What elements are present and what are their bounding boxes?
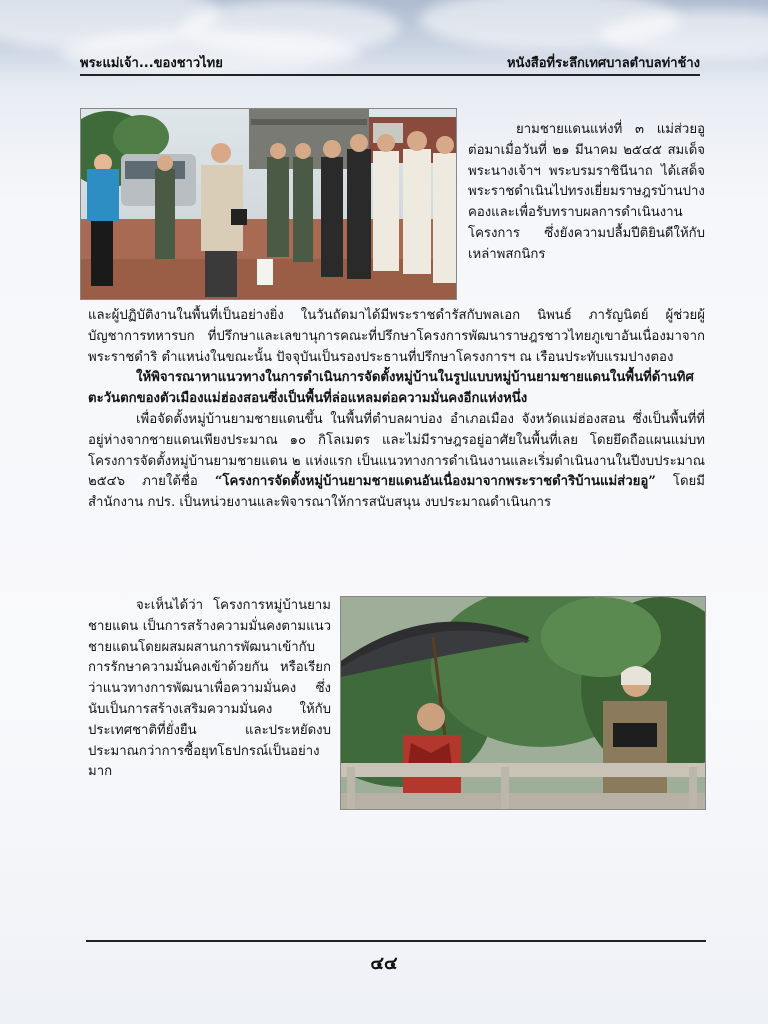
header-divider [80, 74, 700, 76]
paragraph-border-village-side [468, 120, 705, 266]
project-description-text: เพื่อจัดตั้งหมู่บ้านยามชายแดนขึ้น ในพื้นที่ตำบลผาบ่อง อำเภอเมือง จังหวัดแม่ฮ่องสอน ซึ่งเป็นพื้นที่ที่อยู่ห่างจากชายแดนเพียงประมาณ ๑๐ กิโลเมตร และไม่มีราษฎรอยู่อาศัยในพื้นที่เลย โดยยึดถือแผนแม่บทโครงการจัดตั้งหมู่บ้านยามชายแดน ๒ แห่งแรก เป็นแนวทางการดำเนินงานและเริ่มดำเนินงานในปีงบประมาณ ๒๕๔๖ ภายใต้ชื่อ [88, 411, 705, 490]
page-number: ๔๔ [370, 953, 398, 974]
header-book-title: พระแม่เจ้า...ของชาวไทย [80, 56, 223, 71]
paragraph-full-text: และผู้ปฏิบัติงานในพื้นที่เป็นอย่างยิ่ง ในวันถัดมาได้มีพระราชดำรัสกับพลเอก นิพนธ์ ภารัญนิตย์ ผู้ช่วยผู้บัญชาการทหารบก ที่ปรึกษาและเลขานุการคณะที่ปรึกษาโครงการพัฒนาราษฎรชาวไทยภูเขาอันเนื่องมาจากพระราชดำริ ตำแหน่งในขณะนั้น ปัจจุบันเป็นรองประธานที่ปรึกษาโครงการฯ ณ เรือนประทับแรมปางตอง [88, 308, 705, 365]
project-support-text: โดยมีสำนักงาน กปร. เป็นหน่วยงานและพิจารณาให้การสนับสนุน งบประมาณดำเนินการ [88, 474, 705, 511]
project-name-text: “โครงการจัดตั้งหมู่บ้านยามชายแดนอันเนื่องมาจากพระราชดำริบ้านแม่ส่วยอู” [214, 474, 656, 490]
paragraph-project-establishment [88, 410, 705, 514]
header-publication-title: หนังสือที่ระลึกเทศบาลตำบลท่าช้าง [506, 56, 700, 71]
paragraph-royal-visit-continued [88, 306, 705, 514]
paragraph-side-text: ยามชายแดนแห่งที่ ๓ แม่ส่วยอู ต่อมาเมื่อวันที่ ๒๑ มีนาคม ๒๕๔๕ สมเด็จพระนางเจ้าฯ พระบรมราชินีนาถ ได้เสด็จพระราชดำเนินไปทรงเยี่ยมราษฎรบ้านปางคองและเพื่อรับทราบผลการดำเนินงานโครงการ ซึ่งยังความปลื้มปีติยินดีให้กับเหล่าพสกนิกร [468, 122, 705, 262]
paragraph-royal-command: ให้พิจารณาหาแนวทางในการดำเนินการจัดตั้งหมู่บ้านในรูปแบบหมู่บ้านยามชายแดนในพื้นที่ด้านทิศตะวันตกของตัวเมืองแม่ฮ่องสอนซึ่งเป็นพื้นที่ล่อแหลมต่อความมั่นคงอีกแห่งหนึ่ง [88, 370, 694, 407]
page-header [80, 53, 700, 73]
footer-divider [86, 940, 706, 942]
photo-royal-viewpoint [340, 596, 706, 810]
photo-royal-viewpoint-image [341, 597, 705, 809]
paragraph-security-development [88, 596, 331, 783]
photo-royal-visit-image [81, 109, 456, 299]
photo-royal-visit [80, 108, 457, 300]
paragraph-conclusion-text: จะเห็นได้ว่า โครงการหมู่บ้านยามชายแดน เป็นการสร้างความมั่นคงตามแนวชายแดนโดยผสมผสานการพัฒนาเข้ากับการรักษาความมั่นคงเข้าด้วยกัน หรือเรียกว่าแนวทางการพัฒนาเพื่อความมั่นคง ซึ่งนับเป็นการสร้างเสริมความมั่นคง ให้กับประเทศชาติที่ยั่งยืน และประหยัดงบประมาณกว่าการซื้อยุทโธปกรณ์เป็นอย่างมาก [88, 598, 331, 780]
